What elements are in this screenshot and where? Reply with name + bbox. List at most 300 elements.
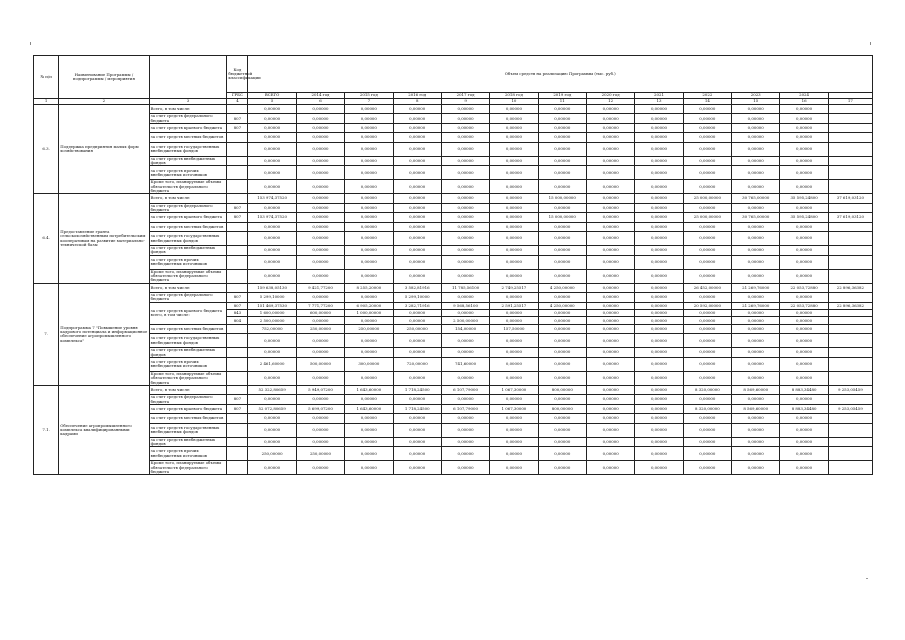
amount-cell: 0,00000 — [683, 180, 731, 194]
amount-cell: 8 883,34480 — [780, 385, 828, 394]
scan-artifact — [866, 578, 868, 579]
amount-cell: 0,00000 — [635, 461, 683, 475]
amount-cell: 0,00000 — [490, 203, 538, 213]
amount-cell: 0,00000 — [538, 317, 586, 324]
table-row — [34, 232, 873, 246]
amount-cell: 0,00000 — [683, 133, 731, 142]
amount-cell: 0,00000 — [780, 461, 828, 475]
funding-source: за счет средств федерального бюджета — [149, 203, 227, 213]
amount-cell: 0,00000 — [586, 142, 634, 156]
amount-cell: 0,00000 — [732, 142, 780, 156]
header-name: Наименование Программы / подпрограммы / мероприятия — [59, 56, 149, 99]
amount-cell: 26 452,00000 — [683, 283, 731, 292]
amount-cell: 0,00000 — [490, 255, 538, 269]
amount-cell: 0,00000 — [490, 142, 538, 156]
amount-cell: 250,00000 — [296, 447, 344, 461]
amount-cell: 0,00000 — [441, 194, 489, 203]
amount-cell: 0,00000 — [586, 414, 634, 423]
amount-cell: 0,00000 — [296, 123, 344, 132]
amount-cell: 0,00000 — [780, 414, 828, 423]
funding-source: за счет средств прочих внебюджетных источников — [149, 255, 227, 269]
funding-source: за счет средств внебюджетных фондов — [149, 156, 227, 166]
header-year: 2024 — [780, 93, 828, 99]
funding-source: за счет средств местных бюджетов — [149, 324, 227, 333]
funding-source: за счет средств прочих внебюджетных источников — [149, 447, 227, 461]
grbs-code: 807 — [227, 123, 248, 132]
funding-source: Всего, в том числе: — [149, 385, 227, 394]
amount-cell: 0,00000 — [586, 114, 634, 124]
funding-source: за счет средств местных бюджетов — [149, 133, 227, 142]
amount-cell: 0,00000 — [393, 423, 441, 437]
amount-cell: 1 718,24500 — [393, 385, 441, 394]
amount-cell: 0,00000 — [248, 414, 296, 423]
amount-cell: 21 269,76000 — [732, 302, 780, 309]
grbs-code — [227, 194, 248, 203]
funding-source: за счет средств внебюджетных фондов — [149, 437, 227, 447]
amount-cell: 0,00000 — [683, 461, 731, 475]
amount-cell: 0,00000 — [345, 414, 393, 423]
amount-cell: 0,00000 — [732, 156, 780, 166]
amount-cell: 0,00000 — [635, 133, 683, 142]
amount-cell: 0,00000 — [538, 246, 586, 256]
amount-cell: 0,00000 — [732, 357, 780, 371]
amount-cell: 0,00000 — [732, 123, 780, 132]
amount-cell: 0,00000 — [635, 194, 683, 203]
amount-cell — [828, 166, 872, 180]
column-number: 2 — [59, 99, 149, 105]
grbs-code — [227, 105, 248, 114]
amount-cell: 0,00000 — [780, 447, 828, 461]
amount-cell: 0,00000 — [780, 437, 828, 447]
amount-cell: 0,00000 — [780, 423, 828, 437]
amount-cell: 0,00000 — [635, 310, 683, 317]
amount-cell: 0,00000 — [345, 317, 393, 324]
amount-cell: 0,00000 — [732, 334, 780, 348]
amount-cell: 0,00000 — [586, 348, 634, 358]
amount-cell: 154,00000 — [441, 324, 489, 333]
amount-cell: 0,00000 — [296, 348, 344, 358]
amount-cell: 0,00000 — [248, 180, 296, 194]
amount-cell: 0,00000 — [490, 447, 538, 461]
amount-cell: 0,00000 — [780, 114, 828, 124]
amount-cell: 0,00000 — [441, 142, 489, 156]
amount-cell: 0,00000 — [780, 203, 828, 213]
amount-cell: 0,00000 — [345, 105, 393, 114]
amount-cell: 0,00000 — [393, 437, 441, 447]
grbs-code — [227, 461, 248, 475]
amount-cell: 0,00000 — [393, 156, 441, 166]
amount-cell: 0,00000 — [490, 232, 538, 246]
column-number: 6 — [296, 99, 344, 105]
amount-cell: 0,00000 — [248, 156, 296, 166]
amount-cell: 0,00000 — [296, 293, 344, 303]
amount-cell: 0,00000 — [780, 246, 828, 256]
amount-cell: 0,00000 — [538, 180, 586, 194]
amount-cell: 8 320,00000 — [683, 385, 731, 394]
grbs-code — [227, 283, 248, 292]
amount-cell: 0,00000 — [683, 437, 731, 447]
amount-cell: 0,00000 — [683, 293, 731, 303]
amount-cell: 0,00000 — [345, 437, 393, 447]
table-row — [34, 123, 873, 132]
amount-cell: 0,00000 — [248, 105, 296, 114]
amount-cell — [828, 357, 872, 371]
amount-cell: 0,00000 — [345, 180, 393, 194]
amount-cell — [828, 317, 872, 324]
amount-cell: 0,00000 — [683, 203, 731, 213]
amount-cell: 3 582,81916 — [393, 283, 441, 292]
amount-cell: 0,00000 — [586, 180, 634, 194]
amount-cell: 0,00000 — [490, 123, 538, 132]
grbs-code — [227, 232, 248, 246]
funding-source: за счет средств краевого бюджета — [149, 404, 227, 413]
header-year: 2021 — [635, 93, 683, 99]
amount-cell: 0,00000 — [393, 447, 441, 461]
amount-cell: 0,00000 — [780, 123, 828, 132]
item-number: 6.3. — [34, 105, 59, 194]
amount-cell: 0,00000 — [441, 246, 489, 256]
amount-cell: 0,00000 — [586, 203, 634, 213]
grbs-code — [227, 222, 248, 231]
amount-cell: 0,00000 — [586, 123, 634, 132]
amount-cell: 15 000,00000 — [538, 194, 586, 203]
amount-cell: 0,00000 — [296, 269, 344, 283]
item-number: 6.4. — [34, 194, 59, 283]
grbs-code — [227, 437, 248, 447]
amount-cell: 0,00000 — [490, 156, 538, 166]
amount-cell — [828, 105, 872, 114]
grbs-code — [227, 371, 248, 385]
amount-cell: 0,00000 — [635, 156, 683, 166]
grbs-code: 807 — [227, 114, 248, 124]
amount-cell: 0,00000 — [635, 371, 683, 385]
amount-cell: 250,00000 — [296, 324, 344, 333]
amount-cell: 0,00000 — [393, 232, 441, 246]
column-number: 13 — [635, 99, 683, 105]
amount-cell: 250,00000 — [393, 324, 441, 333]
item-name: Предоставление гранта сельскохозяйственным потребительским кооперативам на развитие материально-технической базы — [59, 194, 149, 283]
amount-cell: 0,00000 — [732, 166, 780, 180]
amount-cell: 0,00000 — [490, 222, 538, 231]
amount-cell: 0,00000 — [635, 423, 683, 437]
column-number: 10 — [490, 99, 538, 105]
amount-cell: 0,00000 — [393, 213, 441, 222]
amount-cell: 0,00000 — [586, 317, 634, 324]
amount-cell: 1 718,24500 — [393, 404, 441, 413]
amount-cell: 720,00000 — [393, 357, 441, 371]
amount-cell: 0,00000 — [490, 423, 538, 437]
table-row — [34, 213, 873, 222]
amount-cell: 0,00000 — [538, 371, 586, 385]
amount-cell: 250,00000 — [345, 324, 393, 333]
funding-source: Кроме того, планируемые объемы обязательств федерального бюджета — [149, 371, 227, 385]
table-row — [34, 423, 873, 437]
amount-cell: 0,00000 — [538, 461, 586, 475]
amount-cell: 0,00000 — [393, 246, 441, 256]
amount-cell: 0,00000 — [441, 334, 489, 348]
amount-cell: 0,00000 — [441, 423, 489, 437]
column-number: 8 — [393, 99, 441, 105]
amount-cell: 0,00000 — [732, 414, 780, 423]
table-row — [34, 222, 873, 231]
grbs-code — [227, 334, 248, 348]
amount-cell: 0,00000 — [732, 114, 780, 124]
amount-cell: 30 765,00000 — [732, 194, 780, 203]
table-row — [34, 133, 873, 142]
amount-cell: 0,00000 — [683, 414, 731, 423]
amount-cell: 22 053,72880 — [780, 283, 828, 292]
amount-cell: 0,00000 — [538, 414, 586, 423]
amount-cell — [828, 395, 872, 405]
grbs-code — [227, 255, 248, 269]
grbs-code — [227, 447, 248, 461]
amount-cell: 0,00000 — [780, 180, 828, 194]
amount-cell: 0,00000 — [248, 334, 296, 348]
amount-cell: 0,00000 — [683, 348, 731, 358]
budget-table-document — [33, 55, 873, 475]
amount-cell: 0,00000 — [490, 105, 538, 114]
amount-cell: 0,00000 — [586, 194, 634, 203]
amount-cell: 8 255,20000 — [345, 283, 393, 292]
amount-cell: 0,00000 — [490, 461, 538, 475]
amount-cell: 0,00000 — [538, 142, 586, 156]
grbs-code — [227, 269, 248, 283]
grbs-code: 807 — [227, 293, 248, 303]
amount-cell: 0,00000 — [780, 293, 828, 303]
header-num: № п/п — [34, 56, 59, 99]
amount-cell: 0,00000 — [732, 293, 780, 303]
amount-cell: 0,00000 — [732, 222, 780, 231]
grbs-code — [227, 357, 248, 371]
amount-cell: 0,00000 — [780, 324, 828, 333]
amount-cell: 0,00000 — [490, 357, 538, 371]
amount-cell: 0,00000 — [538, 348, 586, 358]
scan-artifact — [870, 42, 871, 45]
table-row — [34, 324, 873, 333]
amount-cell: 0,00000 — [538, 334, 586, 348]
amount-cell: 0,00000 — [732, 348, 780, 358]
amount-cell: 0,00000 — [586, 447, 634, 461]
amount-cell: 0,00000 — [345, 423, 393, 437]
amount-cell: 0,00000 — [732, 232, 780, 246]
table-row — [34, 395, 873, 405]
amount-cell: 0,00000 — [393, 414, 441, 423]
amount-cell: 0,00000 — [586, 213, 634, 222]
amount-cell: 0,00000 — [780, 395, 828, 405]
amount-cell: 8 320,00000 — [683, 404, 731, 413]
amount-cell: 0,00000 — [683, 317, 731, 324]
amount-cell: 0,00000 — [345, 232, 393, 246]
amount-cell: 0,00000 — [538, 437, 586, 447]
amount-cell: 752,00000 — [248, 324, 296, 333]
amount-cell: 5 299,10000 — [248, 293, 296, 303]
table-row — [34, 447, 873, 461]
amount-cell: 0,00000 — [538, 357, 586, 371]
amount-cell — [828, 222, 872, 231]
table-row — [34, 203, 873, 213]
amount-cell: 0,00000 — [490, 395, 538, 405]
header-year: 2017 год — [441, 93, 489, 99]
grbs-code: 807 — [227, 302, 248, 309]
amount-cell: 0,00000 — [635, 437, 683, 447]
header-total: ВСЕГО — [248, 93, 296, 99]
amount-cell: 1 000,00000 — [345, 310, 393, 317]
amount-cell: 0,00000 — [248, 269, 296, 283]
amount-cell — [828, 437, 872, 447]
header-year: 2016 год — [393, 93, 441, 99]
column-number: 12 — [586, 99, 634, 105]
amount-cell: 0,00000 — [635, 105, 683, 114]
amount-cell: 0,00000 — [586, 404, 634, 413]
amount-cell: 0,00000 — [441, 232, 489, 246]
table-row — [34, 269, 873, 283]
amount-cell: 0,00000 — [393, 255, 441, 269]
amount-cell: 0,00000 — [683, 142, 731, 156]
table-row — [34, 180, 873, 194]
amount-cell: 0,00000 — [683, 423, 731, 437]
funding-source: Всего, в том числе: — [149, 194, 227, 203]
amount-cell: 800,00000 — [538, 385, 586, 394]
amount-cell: 0,00000 — [393, 269, 441, 283]
amount-cell — [828, 371, 872, 385]
header-source — [149, 56, 227, 99]
funding-source: за счет средств федерального бюджета — [149, 114, 227, 124]
header-year: 2014 год — [296, 93, 344, 99]
amount-cell: 0,00000 — [538, 255, 586, 269]
amount-cell: 0,00000 — [441, 269, 489, 283]
amount-cell: 300,00000 — [345, 357, 393, 371]
amount-cell: 5 299,10000 — [393, 293, 441, 303]
amount-cell: 0,00000 — [732, 105, 780, 114]
amount-cell: 9 568,56100 — [441, 302, 489, 309]
amount-cell — [828, 447, 872, 461]
column-number: 1 — [34, 99, 59, 105]
table-row — [34, 255, 873, 269]
header-year: 2019 год — [538, 93, 586, 99]
amount-cell: 0,00000 — [345, 213, 393, 222]
amount-cell: 0,00000 — [441, 133, 489, 142]
amount-cell: 0,00000 — [635, 385, 683, 394]
amount-cell: 0,00000 — [345, 203, 393, 213]
funding-source: за счет средств местных бюджетов — [149, 222, 227, 231]
amount-cell: 0,00000 — [780, 371, 828, 385]
column-number: 11 — [538, 99, 586, 105]
amount-cell: 0,00000 — [393, 105, 441, 114]
amount-cell: 0,00000 — [683, 395, 731, 405]
amount-cell: 0,00000 — [683, 324, 731, 333]
header-year: 2022 — [683, 93, 731, 99]
amount-cell: 0,00000 — [586, 395, 634, 405]
grbs-code: 843 — [227, 310, 248, 317]
amount-cell: 151 469,37530 — [248, 302, 296, 309]
amount-cell: 5 949,07200 — [296, 385, 344, 394]
amount-cell: 0,00000 — [732, 437, 780, 447]
amount-cell — [828, 180, 872, 194]
grbs-code: 807 — [227, 203, 248, 213]
amount-cell: 0,00000 — [296, 194, 344, 203]
funding-source: за счет средств федерального бюджета — [149, 293, 227, 303]
amount-cell: 0,00000 — [248, 222, 296, 231]
amount-cell: 0,00000 — [538, 447, 586, 461]
amount-cell — [828, 255, 872, 269]
amount-cell: 0,00000 — [296, 133, 344, 142]
funding-source: за счет средств краевого бюджета — [149, 123, 227, 132]
amount-cell: 0,00000 — [393, 194, 441, 203]
amount-cell: 52 322,80659 — [248, 385, 296, 394]
amount-cell: 0,00000 — [538, 156, 586, 166]
amount-cell: 0,00000 — [732, 246, 780, 256]
amount-cell: 0,00000 — [732, 203, 780, 213]
amount-cell: 0,00000 — [586, 105, 634, 114]
amount-cell: 0,00000 — [780, 166, 828, 180]
amount-cell: 0,00000 — [586, 232, 634, 246]
amount-cell: 0,00000 — [248, 133, 296, 142]
amount-cell: 0,00000 — [296, 414, 344, 423]
amount-cell: 0,00000 — [732, 395, 780, 405]
amount-cell: 0,00000 — [635, 414, 683, 423]
amount-cell: 0,00000 — [490, 180, 538, 194]
amount-cell: 0,00000 — [393, 395, 441, 405]
amount-cell: 0,00000 — [586, 269, 634, 283]
funding-source: за счет средств местных бюджетов — [149, 414, 227, 423]
funding-source: Всего, в том числе: — [149, 283, 227, 292]
amount-cell: 0,00000 — [441, 203, 489, 213]
amount-cell: 9 421,77200 — [296, 283, 344, 292]
amount-cell: 500,00000 — [296, 357, 344, 371]
amount-cell: 0,00000 — [490, 166, 538, 180]
amount-cell — [828, 114, 872, 124]
amount-cell: 0,00000 — [393, 133, 441, 142]
amount-cell — [828, 348, 872, 358]
column-number: 3 — [149, 99, 227, 105]
amount-cell: 0,00000 — [635, 123, 683, 132]
amount-cell: 0,00000 — [586, 371, 634, 385]
amount-cell: 0,00000 — [345, 348, 393, 358]
amount-cell: 0,00000 — [490, 213, 538, 222]
amount-cell: 0,00000 — [296, 203, 344, 213]
funding-source: Всего, в том числе: — [149, 105, 227, 114]
funding-source: за счет средств краевого бюджета всего, в том числе: — [149, 302, 227, 324]
amount-cell: 600,00000 — [296, 310, 344, 317]
amount-cell: 8 883,34480 — [780, 404, 828, 413]
amount-cell: 0,00000 — [732, 133, 780, 142]
amount-cell: 0,00000 — [393, 123, 441, 132]
amount-cell: 0,00000 — [296, 255, 344, 269]
table-row — [34, 194, 873, 203]
amount-cell: 0,00000 — [441, 156, 489, 166]
amount-cell: 0,00000 — [538, 269, 586, 283]
amount-cell: 8 569,60000 — [732, 404, 780, 413]
amount-cell: 2 500,00000 — [441, 317, 489, 324]
amount-cell: 11 785,56100 — [441, 283, 489, 292]
amount-cell: 0,00000 — [538, 324, 586, 333]
amount-cell: 153 974,37520 — [248, 213, 296, 222]
amount-cell: 0,00000 — [248, 203, 296, 213]
amount-cell: 0,00000 — [345, 461, 393, 475]
item-number: 7.1. — [34, 385, 59, 474]
table-row — [34, 348, 873, 358]
amount-cell: 0,00000 — [296, 166, 344, 180]
amount-cell: 800,00000 — [538, 404, 586, 413]
amount-cell: 1 643,60000 — [345, 404, 393, 413]
amount-cell: 0,00000 — [441, 348, 489, 358]
amount-cell: 0,00000 — [538, 222, 586, 231]
amount-cell — [828, 461, 872, 475]
header-year: 2015 год — [345, 93, 393, 99]
table-row — [34, 357, 873, 371]
amount-cell: 0,00000 — [441, 255, 489, 269]
amount-cell: 0,00000 — [345, 395, 393, 405]
